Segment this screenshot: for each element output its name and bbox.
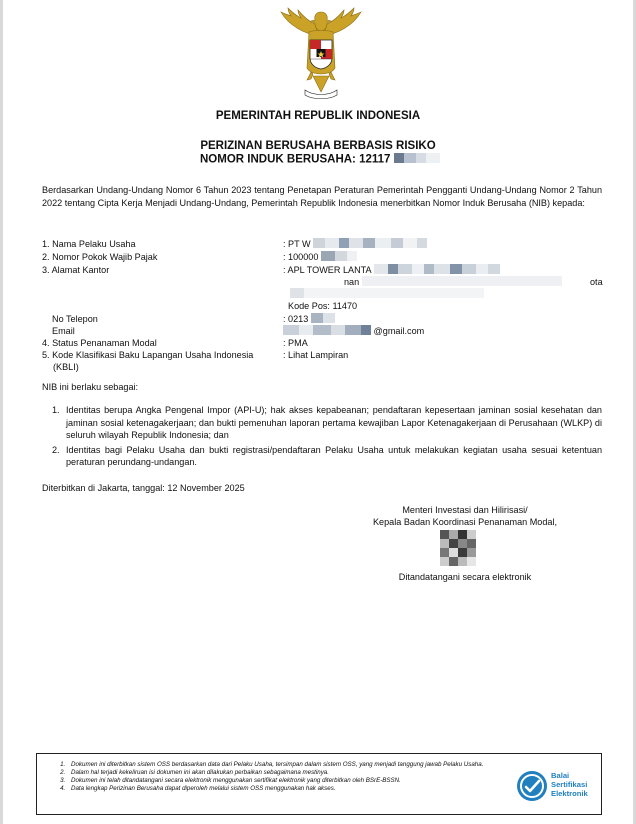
field-value-status: : PMA: [283, 338, 308, 348]
nib-usage-heading: NIB ini berlaku sebagai:: [42, 382, 139, 392]
field-value-nama: [283, 238, 427, 251]
address-fragment-right: ota: [590, 277, 603, 287]
nib-number-line: [200, 153, 440, 166]
signature-qr-redacted: [440, 530, 476, 566]
footer-notes-list: [37, 754, 522, 793]
redaction-mosaic: [321, 251, 357, 264]
electronic-signature-note: Ditandatangani secara elektronik: [398, 572, 532, 582]
field-label-telepon: No Telepon: [52, 314, 98, 324]
bsre-logo: [515, 769, 597, 803]
footer-note: 1. Dokumen ini diterbitkan sistem OSS berdasarkan data dari Pelaku Usaha, tersimpan dalam sistem OSS, yang menjadi tanggung jawab Pelaku Usaha.: [67, 761, 522, 769]
usage-list: [52, 404, 602, 471]
signatory-title-2: Kepala Badan Koordinasi Penanaman Modal,: [372, 517, 558, 527]
field-value-text: : 0213: [283, 314, 309, 324]
field-label-nama: 1. Nama Pelaku Usaha: [42, 239, 136, 249]
field-value-kbli: : Lihat Lampiran: [283, 350, 349, 360]
redaction-mosaic: [394, 153, 440, 166]
list-item: [52, 404, 602, 442]
field-value-text: : APL TOWER LANTA: [283, 265, 372, 275]
garuda-emblem-icon: [275, 6, 367, 102]
bsre-line: Elektronik: [551, 789, 588, 798]
document-title: PERIZINAN BERUSAHA BERBASIS RISIKO: [200, 140, 436, 152]
nib-number: NOMOR INDUK BERUSAHA: 12117: [200, 153, 391, 166]
intro-paragraph: Berdasarkan Undang-Undang Nomor 6 Tahun 2023 tentang Penetapan Peraturan Pemerintah Pengganti Undang-Undang Nomor 2 Tahun 2022 tentang Cipta Kerja Menjadi Undang-Undang, Pemerintah Republik Indonesia menerbitkan Nomor Induk Berusaha (NIB) kepada:: [42, 185, 602, 208]
government-heading: PEMERINTAH REPUBLIK INDONESIA: [215, 110, 421, 122]
signatory-title-1: Menteri Investasi dan Hilirisasi/: [402, 505, 528, 515]
field-value-text: : 100000: [283, 252, 319, 262]
field-value-text: : PT W: [283, 239, 311, 249]
bsre-text: [551, 771, 588, 798]
list-number: 1.: [52, 405, 60, 415]
field-label-status: 4. Status Penanaman Modal: [42, 338, 157, 348]
field-value-text: @gmail.com: [373, 326, 425, 336]
bsre-seal-icon: [515, 769, 549, 803]
footer-note: 4. Data lengkap Perizinan Berusaha dapat diperoleh melalui sistem OSS menggunakan hak akses.: [67, 785, 522, 793]
bsre-line: Balai: [551, 771, 570, 780]
field-value-npwp: [283, 251, 357, 264]
page-edge-left: [0, 0, 3, 824]
footer-note: 3. Dokumen ini telah ditandatangani secara elektronik menggunakan sertifikat elektronik yang diterbitkan oleh BSrE-BSSN.: [67, 777, 522, 785]
footer-note: 2. Dalam hal terjadi kekeliruan isi dokumen ini akan dilakukan perbaikan sebagaimana mestinya.: [67, 769, 522, 777]
field-label-alamat: 3. Alamat Kantor: [42, 265, 110, 275]
field-label-email: Email: [52, 326, 75, 336]
list-number: 2.: [52, 444, 60, 455]
field-label-kbli: 5. Kode Klasifikasi Baku Lapangan Usaha Indonesia: [42, 350, 254, 360]
field-label-kbli-abbr: (KBLI): [53, 362, 79, 372]
address-fragment: nan: [344, 277, 360, 287]
footer-notes-box: [36, 753, 602, 815]
postal-code: Kode Pos: 11470: [288, 301, 358, 311]
list-item: [52, 444, 602, 469]
list-text: Identitas berupa Angka Pengenal Impor (API-U); hak akses kepabeanan; pendaftaran kepesertaan jaminan sosial kesehatan dan jaminan sosial ketenagakerjaan; dan bukti pemenuhan laporan pertama kewajiban Lapor Ketenagakerjaan di Perusahaan (WLKP) di seluruh wilayah Republik Indonesia; dan: [66, 405, 602, 440]
issued-date: Diterbitkan di Jakarta, tanggal: 12 November 2025: [42, 483, 245, 493]
list-text: Identitas bagi Pelaku Usaha dan bukti registrasi/pendaftaran Pelaku Usaha untuk melakukan kegiatan usaha sesuai ketentuan peraturan perundang-undangan.: [66, 444, 602, 467]
bsre-line: Sertifikasi: [551, 780, 588, 789]
field-label-npwp: 2. Nomor Pokok Wajib Pajak: [42, 252, 158, 262]
redaction-mosaic: [313, 238, 427, 251]
